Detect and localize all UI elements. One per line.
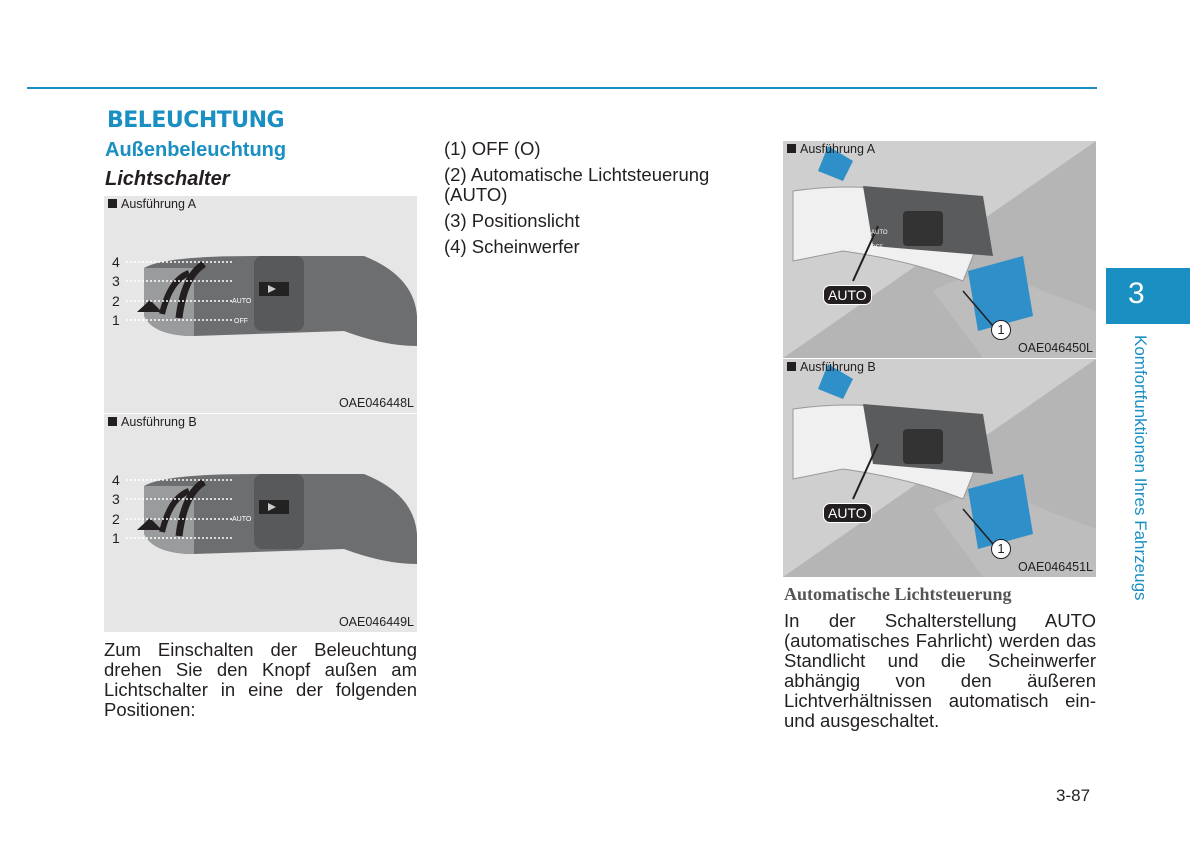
figure-label: Ausführung A (121, 197, 197, 211)
chapter-tab (1106, 268, 1190, 324)
auto-switch-illustration (783, 359, 1096, 577)
switch-label-off: OFF (234, 318, 248, 325)
position-2: 2 (112, 511, 120, 527)
auto-switch-illustration (783, 141, 1096, 358)
chapter-title: Komfortfunktionen Ihres Fahrzeugs (1131, 335, 1150, 601)
list-item: (4) Scheinwerfer (444, 236, 580, 257)
callout-number: 1 (991, 320, 1011, 340)
header-rule (27, 87, 1097, 89)
list-item: (3) Positionslicht (444, 210, 580, 231)
position-1: 1 (112, 530, 120, 546)
figure-switch-a (104, 196, 417, 413)
position-4: 4 (112, 472, 120, 488)
figure-code: OAE046451L (1017, 560, 1093, 574)
position-1: 1 (112, 312, 120, 328)
intro-paragraph: Zum Einschalten der Beleuchtung drehen Sie den Knopf außen am Lichtschalter in eine der folgenden Positionen: (104, 639, 417, 720)
list-item: (1) OFF (O) (444, 138, 541, 159)
switch-label-auto: AUTO (871, 230, 888, 236)
positions-list (444, 139, 744, 263)
figure-auto-a (783, 141, 1096, 358)
switch-label-auto: AUTO (232, 298, 252, 305)
list-item: (2) Automatische Lichtsteuerung (AUTO) (444, 164, 710, 205)
light-switch-illustration (104, 196, 417, 413)
light-switch-illustration (104, 414, 417, 632)
figure-label: Ausführung B (800, 360, 876, 374)
auto-paragraph: In der Schalterstellung AUTO (automatisches Fahrlicht) werden das Standlicht und die Scheinwerfer abhängig von den äußeren Lichtverhältnissen automatisch ein- und ausgeschaltet. (784, 610, 1096, 731)
figure-code: OAE046450L (1017, 341, 1093, 355)
auto-heading: Automatische Lichtsteuerung (784, 584, 1012, 604)
figure-code: OAE046448L (338, 396, 414, 410)
position-3: 3 (112, 273, 120, 289)
page-number: 3-87 (1056, 786, 1091, 805)
figure-label: Ausführung B (121, 415, 197, 429)
position-2: 2 (112, 293, 120, 309)
switch-label-auto: AUTO (232, 516, 252, 523)
auto-badge: AUTO (823, 503, 872, 523)
figure-code: OAE046449L (338, 615, 414, 629)
figure-switch-b (104, 414, 417, 632)
callout-number: 1 (991, 539, 1011, 559)
figure-label: Ausführung A (800, 142, 876, 156)
subsection-title: Außenbeleuchtung (105, 139, 287, 161)
subsubsection-title: Lichtschalter (105, 168, 230, 190)
figure-auto-b (783, 359, 1096, 577)
auto-badge: AUTO (823, 285, 872, 305)
switch-label-off: OFF (871, 245, 883, 251)
section-title: BELEUCHTUNG (107, 108, 285, 133)
position-3: 3 (112, 491, 120, 507)
chapter-number: 3 (1128, 277, 1145, 310)
position-4: 4 (112, 254, 120, 270)
